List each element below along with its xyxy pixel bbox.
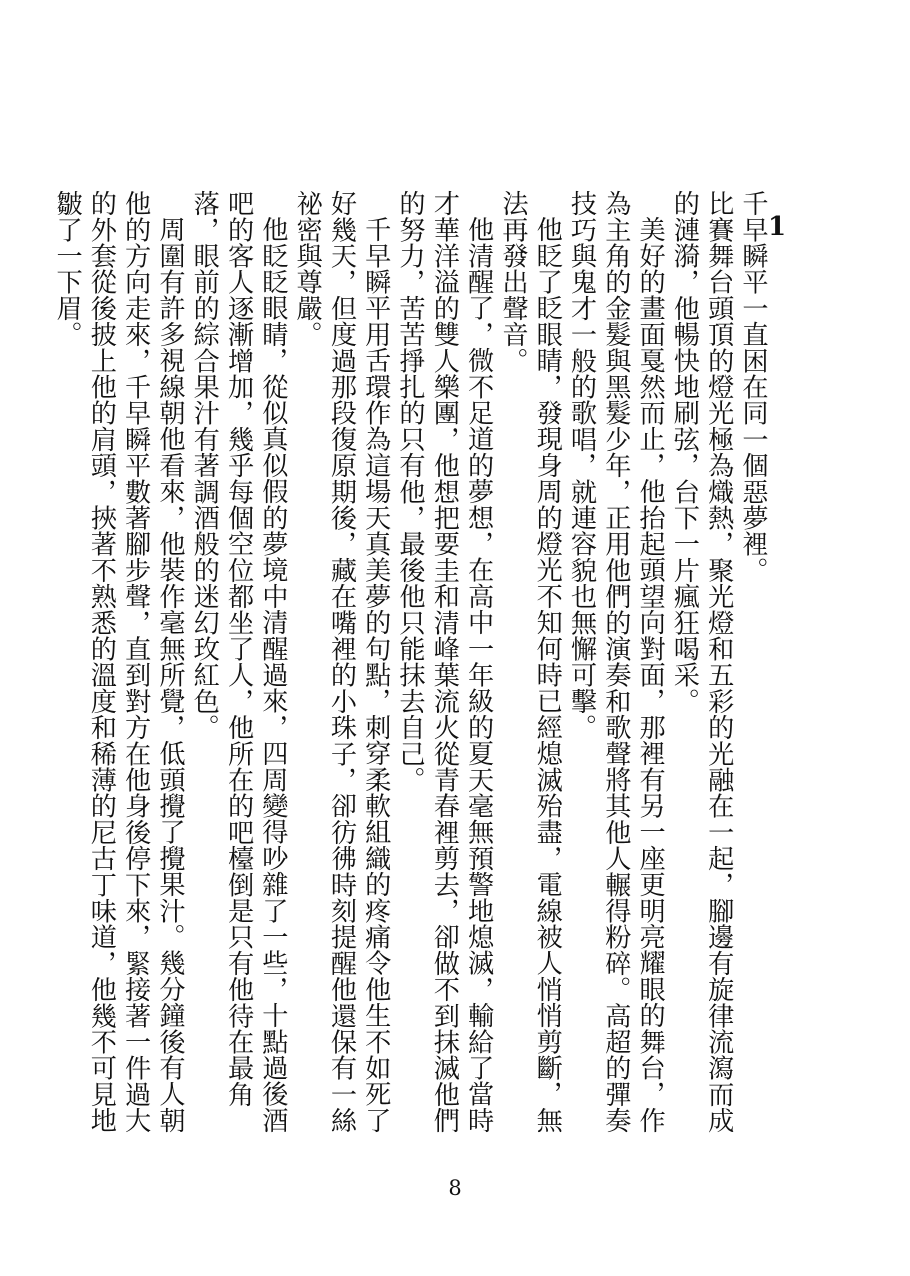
page-number: 8 [448, 1176, 462, 1200]
paragraph-4: 他眨了眨眼睛，發現身周的燈光不知何時已經熄滅殆盡，電線被人悄悄剪斷，無法再發出聲音。 [497, 190, 563, 1134]
paragraph-8: 周圍有許多視線朝他看來，他裝作毫無所覺，低頭攪了攪果汁。幾分鐘後有人朝他的方向走來，千早瞬平數著腳步聲，直到對方在他身後停下來，緊接著一件過大的外套從後披上他的肩頭，挾著不熟悉的溫度和稀薄的尼古丁味道，他幾不可見地皺了一下眉。 [52, 190, 185, 1134]
paragraph-1: 千早瞬平一直困在同一個惡夢裡。 [738, 190, 768, 583]
paragraph-2: 比賽舞台頭頂的燈光極為熾熱，聚光燈和五彩的光融在一起，腳邊有旋律流瀉而成的漣漪，他暢快地刷弦，台下一片瘋狂喝采。 [669, 190, 734, 1134]
paragraph-6: 千早瞬平用舌環作為這場天真美夢的句點，刺穿柔軟組織的疼痛令他生不如死了好幾天，但度過那段復原期後，藏在嘴裡的小珠子，卻彷彿時刻提醒他還保有一絲祕密與尊嚴。 [292, 190, 391, 1134]
chapter-number: 1 [767, 212, 787, 242]
paragraph-5: 他清醒了，微不足道的夢想，在高中一年級的夏天毫無預警地熄滅，輸給了當時才華洋溢的雙人樂團，他想把要圭和清峰葉流火從青春裡剪去，卻做不到抹滅他們的努力，苦苦掙扎的只有他，最後他只能抹去自己。 [395, 190, 494, 1134]
chapter-body-text [52, 190, 770, 1150]
paragraph-7: 他眨眨眼睛，從似真似假的夢境中清醒過來，四周變得吵雜了一些，十點過後酒吧的客人逐漸增加，幾乎每個空位都坐了人，他所在的吧檯倒是只有他待在最角落，眼前的綜合果汁有著調酒般的迷幻玫紅色。 [189, 190, 288, 1134]
paragraph-3: 美好的畫面戛然而止，他抬起頭望向對面，那裡有另一座更明亮耀眼的舞台，作為主角的金髮與黑髮少年，正用他們的演奏和歌聲將其他人輾得粉碎。高超的彈奏技巧與鬼才一般的歌唱，就連容貌也無懈可擊。 [566, 190, 666, 1134]
